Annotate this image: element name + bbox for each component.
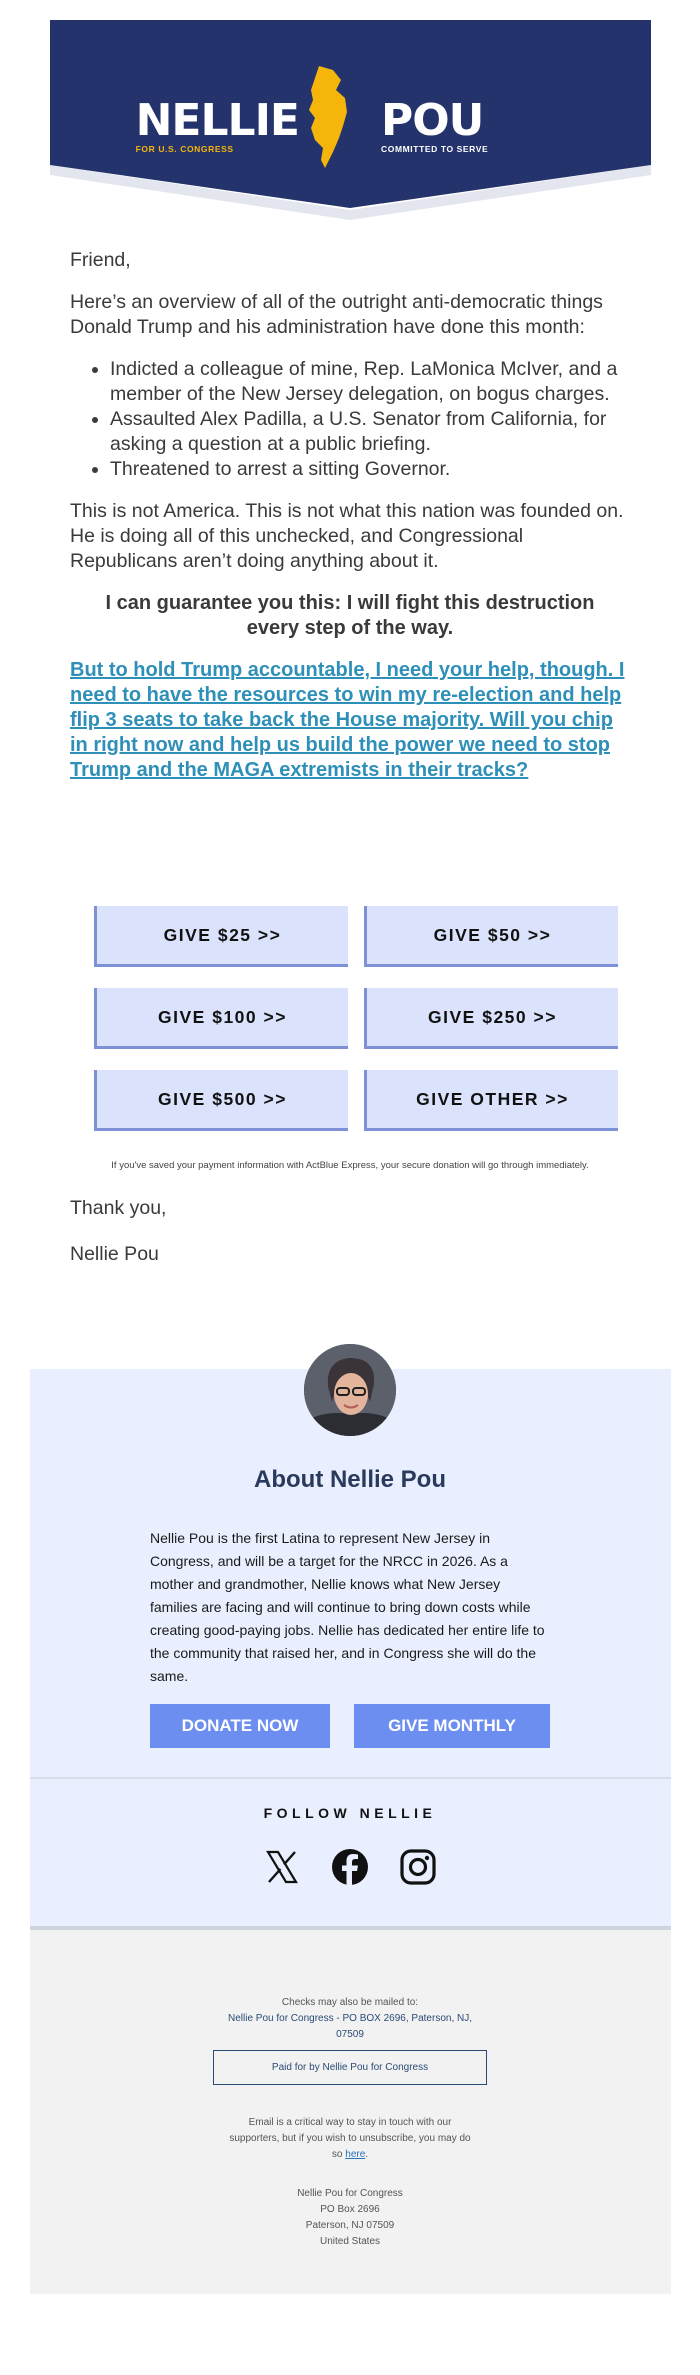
second-paragraph: This is not America. This is not what this nation was founded on. He is doing all of this unchecked, and Congressional Republicans aren’t doing anything about it. — [70, 500, 624, 572]
list-item: • Threatened to arrest a sitting Governor. — [110, 457, 630, 482]
address-pobox: PO Box 2696 — [320, 2204, 380, 2215]
intro-paragraph: Here’s an overview of all of the outright anti-democratic things Donald Trump and his administration have done this month: — [70, 291, 603, 338]
logo-last-name: POU — [381, 95, 484, 146]
x-icon[interactable] — [262, 1847, 302, 1887]
letter-body — [70, 248, 630, 783]
follow-title: FOLLOW NELLIE — [263, 1805, 437, 1821]
logo-left-block — [135, 95, 299, 155]
mailing-address-zip: 07509 — [336, 2029, 364, 2040]
give-250-button[interactable]: GIVE $250 >> — [364, 988, 618, 1049]
unsubscribe-suffix: . — [365, 2149, 369, 2160]
campaign-logo — [50, 50, 651, 160]
logo-right-block — [381, 95, 489, 155]
signature: Nellie Pou — [70, 1243, 159, 1265]
list-item: • Assaulted Alex Padilla, a U.S. Senator from California, for asking a question at a public briefing. — [110, 407, 630, 457]
give-100-button[interactable]: GIVE $100 >> — [94, 988, 348, 1049]
greeting: Friend, — [70, 249, 131, 271]
logo-first-name: NELLIE — [135, 95, 299, 146]
grievance-list — [110, 357, 630, 482]
unsubscribe-prefix: so — [331, 2149, 346, 2160]
address-city: Paterson, NJ 07509 — [305, 2220, 395, 2231]
about-bio: Nellie Pou is the first Latina to represent New Jersey in Congress, and will be a target for the NRCC in 2026. As a mother and grandmother, Nellie knows what New Jersey families are facing and will continue to bring down costs while creating good-paying jobs. Nellie has dedicated her entire life to the community that raised her, and in Congress she will do the same. — [150, 1530, 545, 1684]
about-title: About Nellie Pou — [254, 1466, 446, 1493]
email-header-banner — [50, 20, 651, 220]
give-500-button[interactable]: GIVE $500 >> — [94, 1070, 348, 1131]
avatar — [304, 1344, 396, 1436]
address-country: United States — [319, 2236, 381, 2247]
new-jersey-map-icon — [303, 64, 353, 174]
mailing-address-line: Nellie Pou for Congress - PO BOX 2696, Paterson, NJ, — [228, 2013, 472, 2024]
logo-tagline-right: COMMITTED TO SERVE — [381, 144, 489, 154]
give-monthly-button[interactable]: GIVE MONTHLY — [354, 1704, 550, 1748]
guarantee-statement: I can guarantee you this: I will fight this destruction every step of the way. — [105, 592, 595, 639]
unsubscribe-link[interactable]: here — [345, 2149, 366, 2160]
candidate-portrait — [304, 1344, 396, 1436]
list-item: • Indicted a colleague of mine, Rep. LaMonica McIver, and a member of the New Jersey delegation, on bogus charges. — [110, 357, 630, 407]
logo-tagline-left: FOR U.S. CONGRESS — [135, 144, 234, 154]
give-other-button[interactable]: GIVE OTHER >> — [364, 1070, 618, 1131]
checks-mail-label: Checks may also be mailed to: — [281, 1997, 419, 2008]
closing-thanks: Thank you, — [70, 1197, 167, 1219]
address-org: Nellie Pou for Congress — [297, 2188, 403, 2199]
unsubscribe-text-line2: supporters, but if you wish to unsubscribe, you may do — [229, 2133, 471, 2144]
give-50-button[interactable]: GIVE $50 >> — [364, 906, 618, 967]
unsubscribe-text-line3 — [200, 2147, 500, 2163]
actblue-note: If you've saved your payment information with ActBlue Express, your secure donation will go through immediately. — [111, 1160, 589, 1171]
give-25-button[interactable]: GIVE $25 >> — [94, 906, 348, 967]
facebook-icon[interactable] — [330, 1847, 370, 1887]
instagram-icon[interactable] — [398, 1847, 438, 1887]
unsubscribe-text-line1: Email is a critical way to stay in touch with our — [248, 2117, 452, 2128]
donate-now-button[interactable]: DONATE NOW — [150, 1704, 330, 1748]
paid-for-disclaimer: Paid for by Nellie Pou for Congress — [213, 2050, 487, 2085]
donation-ask-link[interactable]: But to hold Trump accountable, I need your help, though. I need to have the resources to win my re-election and help flip 3 seats to take back the House majority. Will you chip in right now and help us build the power we need to stop Trump and the MAGA extremists in their tracks? — [70, 659, 625, 781]
